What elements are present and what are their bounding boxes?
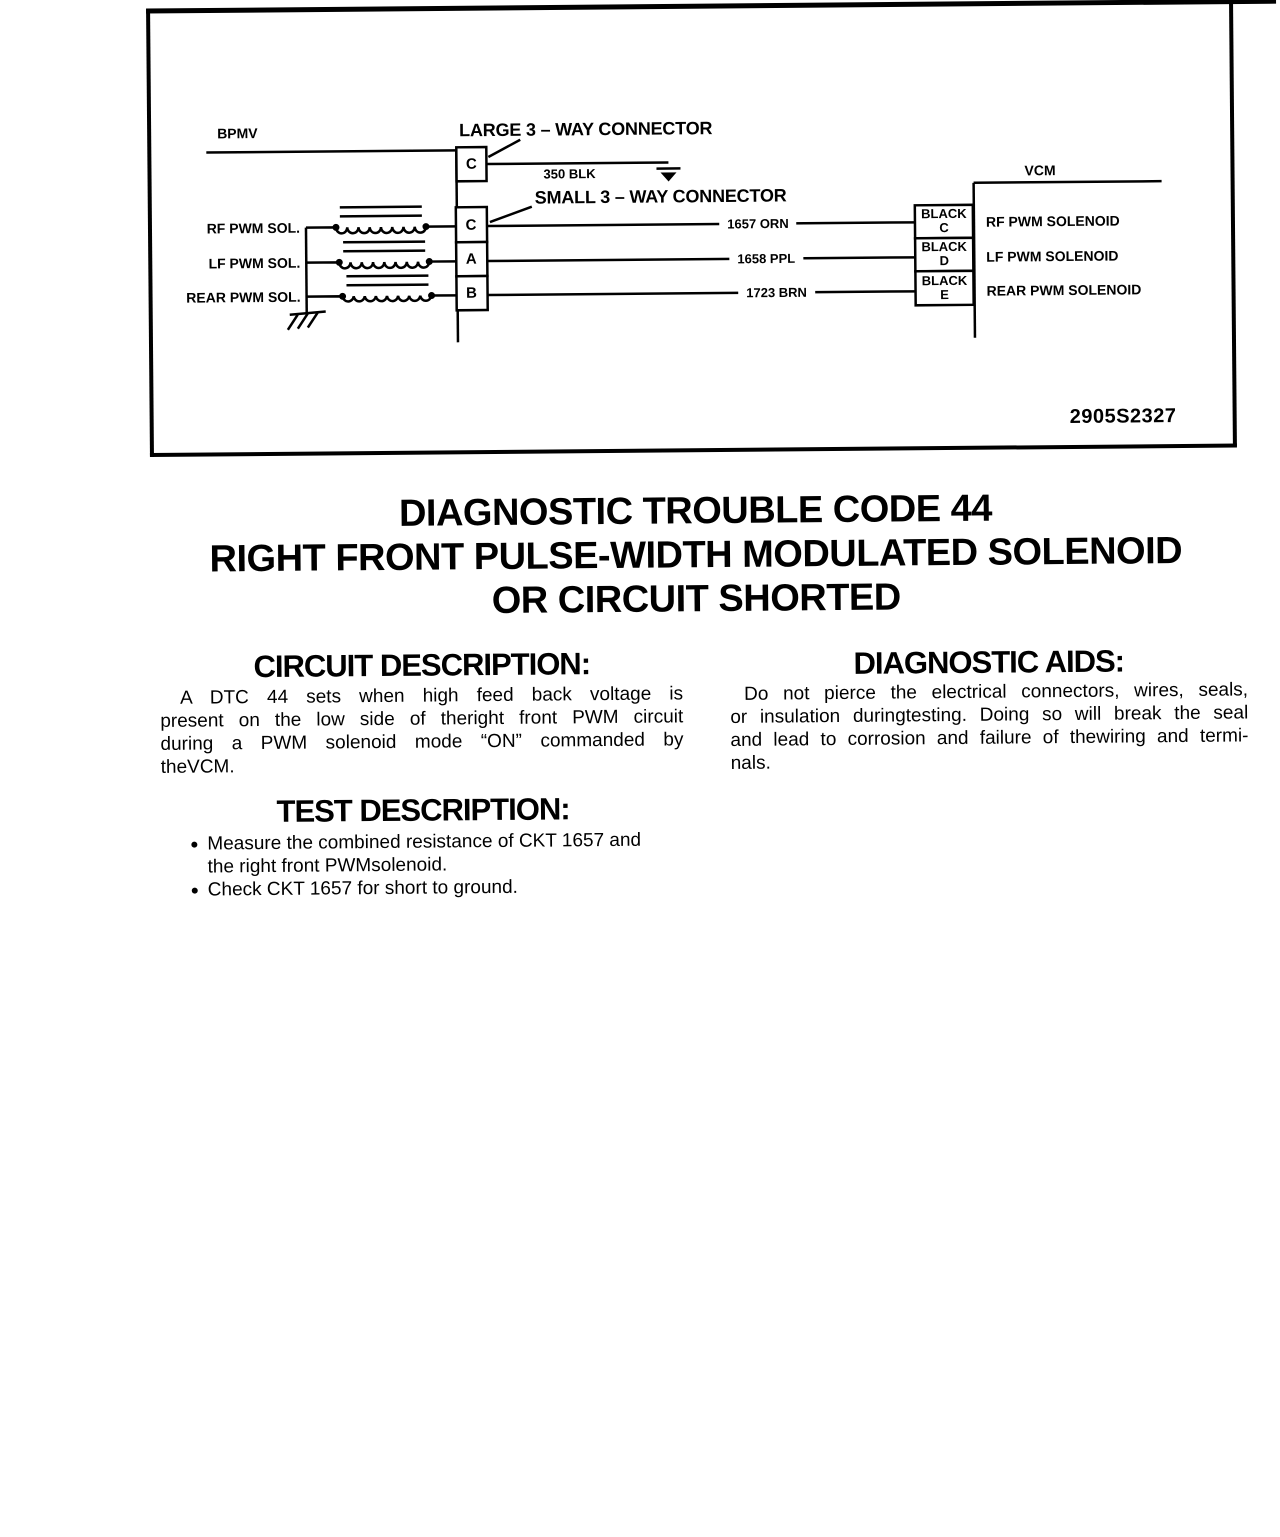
solenoid-label-rf: RF PWM SOL. (148, 220, 300, 237)
diagnostic-aids-heading: DIAGNOSTIC AIDS: (730, 642, 1248, 683)
test-bullet-line: Measure the combined resistance of CKT 1657 and (207, 828, 689, 855)
wire-label-1723: 1723 BRN (738, 285, 815, 301)
vcm-pin-d-color: BLACK (915, 240, 973, 255)
circuit-description-line: present on the low side of theright front PWM circuit (160, 705, 683, 733)
ground-wire-label: 350 BLK (543, 166, 595, 181)
solenoid-coils (306, 206, 457, 302)
vcm-solenoid-label-rf: RF PWM SOLENOID (986, 213, 1120, 230)
small-connector-pin-b: B (466, 285, 477, 302)
circuit-description-line: during a PWM solenoid mode “ON” commanded by (160, 728, 683, 756)
list-item (190, 874, 690, 901)
vcm-pin-e-color: BLACK (915, 274, 973, 289)
small-connector-leader (490, 207, 532, 222)
circuit-description-line: A DTC 44 sets when high feed back voltage is (160, 682, 683, 710)
vcm-pin-c (915, 207, 973, 236)
bpmv-lines (206, 149, 458, 344)
page-title-line-2: RIGHT FRONT PULSE-WIDTH MODULATED SOLENOID (151, 528, 1241, 582)
solenoid-label-rear: REAR PWM SOL. (149, 289, 301, 306)
wire-label-1657: 1657 ORN (719, 216, 797, 232)
vcm-pin-c-color: BLACK (915, 207, 973, 222)
diagnostic-aids-line: or insulation duringtesting. Doing so will break the seal (730, 701, 1248, 729)
solenoid-label-lf: LF PWM SOL. (148, 255, 300, 272)
ground-symbol-350 (656, 168, 680, 181)
page-title-line-3: OR CIRCUIT SHORTED (151, 572, 1241, 626)
wire-label-1658: 1658 PPL (729, 251, 803, 267)
test-bullet-line: Check CKT 1657 for short to ground. (208, 874, 690, 901)
diagnostic-aids-line: Do not pierce the electrical connectors, wires, seals, (730, 678, 1248, 706)
page-title-line-1: DIAGNOSTIC TROUBLE CODE 44 (150, 484, 1240, 538)
vcm-pin-e-letter: E (916, 288, 974, 303)
circuit-wires (487, 222, 916, 295)
ground-wire-350 (486, 162, 668, 164)
diagnostic-aids-paragraph (730, 678, 1249, 775)
page-title (150, 484, 1241, 626)
diagnostic-aids-line: nals. (731, 747, 1249, 775)
vcm-pin-e (915, 274, 973, 303)
large-connector-label: LARGE 3 – WAY CONNECTOR (459, 118, 712, 141)
small-connector-label: SMALL 3 – WAY CONNECTOR (535, 185, 787, 208)
circuit-description-heading: CIRCUIT DESCRIPTION: (160, 645, 684, 686)
large-connector-leader (488, 140, 520, 157)
test-description-list (189, 828, 690, 901)
diagnostic-aids-line: and lead to corrosion and failure of thewiring and termi- (730, 724, 1248, 752)
circuit-description-line: theVCM. (161, 751, 684, 779)
small-connector-pin-a: A (466, 251, 477, 268)
wiring-diagram (0, 0, 1280, 471)
test-bullet-line: the right front PWMsolenoid. (207, 851, 689, 878)
vcm-pin-c-letter: C (915, 221, 973, 236)
vcm-pin-d-letter: D (915, 254, 973, 269)
bpmv-label: BPMV (217, 125, 258, 141)
test-description-heading: TEST DESCRIPTION: (161, 790, 685, 831)
vcm-pin-d (915, 240, 973, 269)
small-connector-pin-c: C (465, 217, 476, 234)
large-connector-pin: C (466, 156, 477, 173)
vcm-label: VCM (1024, 162, 1055, 178)
list-item (189, 828, 689, 878)
ground-symbol-chassis (287, 227, 326, 329)
figure-number: 2905S2327 (1070, 405, 1177, 429)
vcm-solenoid-label-lf: LF PWM SOLENOID (986, 248, 1118, 265)
circuit-description-paragraph (160, 682, 684, 779)
vcm-solenoid-label-rear: REAR PWM SOLENOID (986, 281, 1141, 298)
